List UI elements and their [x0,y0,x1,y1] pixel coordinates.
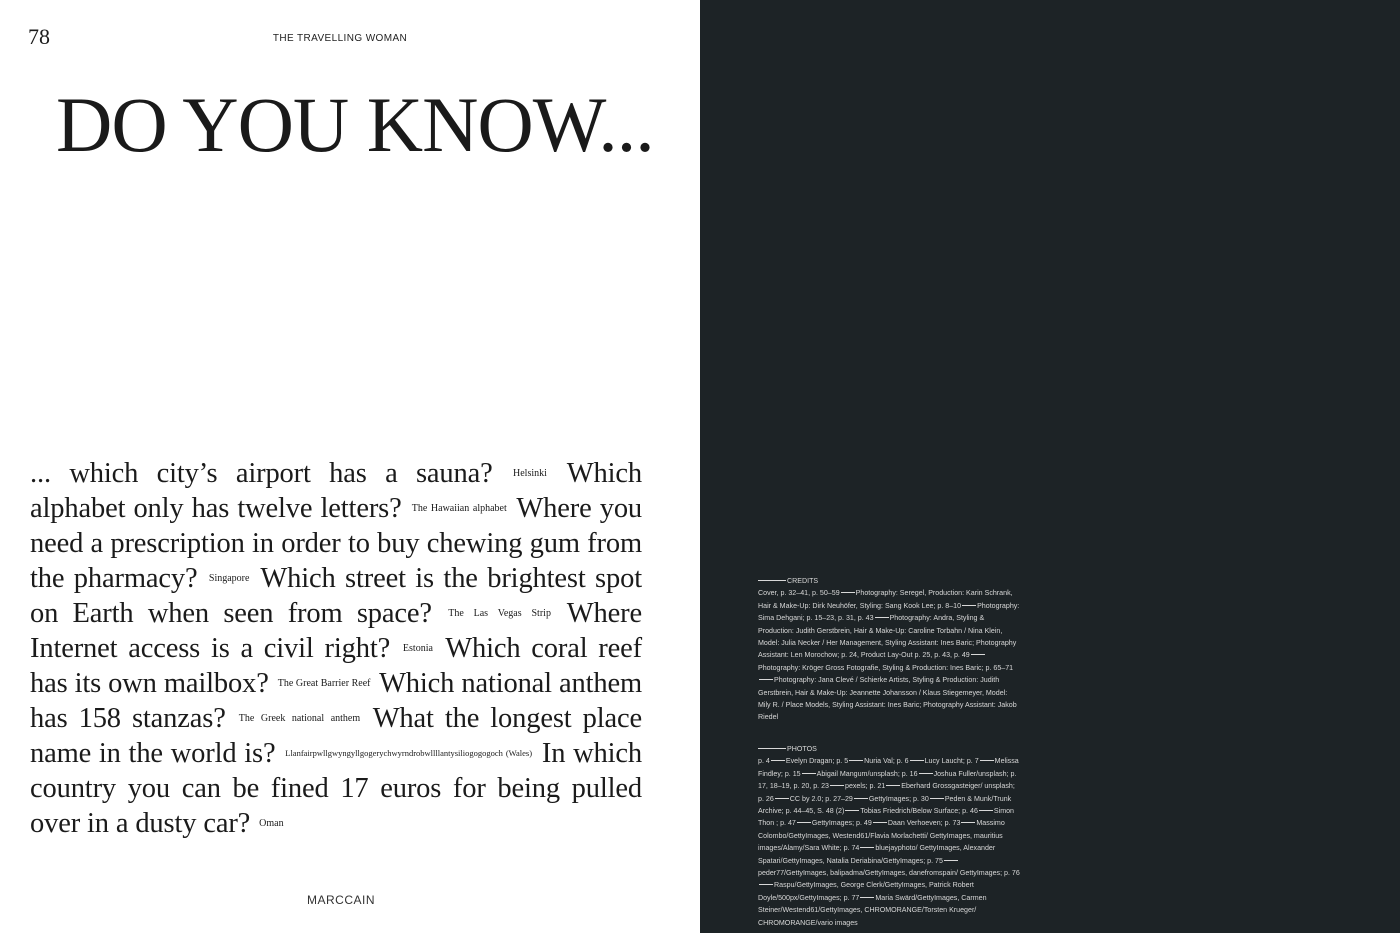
quiz-answer: The Greek national anthem [238,713,361,724]
credits-heading-label: CREDITS [787,577,819,585]
quiz-answer: Estonia [402,643,433,654]
rule-line [961,822,975,823]
rule-line [797,822,811,823]
credits-section [758,575,1020,724]
photo-credit: Lucy Laucht; [924,757,967,766]
rule-line [944,860,958,861]
quiz-question: What the longest place name in the world is? [30,703,642,769]
quiz-question: Which alphabet only has twelve letters? [30,458,642,524]
quiz-answer: The Hawaiian alphabet [411,503,507,514]
photo-page-ref: p. 30 [913,794,929,803]
quiz-question: Which street is the brightest spot on Earth when seen from space? [30,563,642,629]
quiz-answer: The Great Barrier Reef [277,678,371,689]
rule-line [962,605,976,606]
photo-page-ref: p. 21 [869,782,886,791]
photo-page-ref: p. 77 [843,893,860,902]
rule-line [979,810,993,811]
rule-line [860,897,874,898]
photos-section [758,743,1020,929]
photos-heading-label: PHOTOS [787,744,817,753]
photo-credit: GettyImages; [868,794,914,803]
credits-text: Photography: Seregel, Production: Karin Schrank, Hair & Make-Up: Dirk Neuhöfer, Styling: Sang Kook Lee; p. 8–10 [758,589,1013,610]
credits-text: Photography: Jana Clevé / Schierke Artists, Styling & Production: Judith Gerstbrein, Hair & Make-Up: Jeannette Johansson / Klaus Stiegemeyer, Model: Mily R. / Place Models, Styling Assistant: Ines Baric; Photography Assistant: Jakob Riedel [758,676,1017,722]
credits-text: Photography: Andra, Styling & Production: Judith Gerstbrein, Hair & Make-Up: Caroline Torbahn / Nina Klein, Model: Julia Necker / Her Management, Styling Assistant: Ines Baric; Photography Assistant: Len Morochow; p. 24, Product Lay-Out p. 25, p. 43, p. 49 [758,614,1017,660]
credits-text: Photography: Kröger Gross Fotografie, Styling & Production: Ines Baric; p. 65–71 [758,663,1014,672]
page-number: 78 [28,24,50,49]
headline: DO YOU KNOW... [56,81,654,168]
rule-line [759,884,773,885]
quiz-question: Where Internet access is a civil right? [30,598,642,664]
rule-line [775,798,789,799]
photo-credit: Abigail Mangum/unsplash; [816,769,902,778]
photo-credit: Tobias Friedrich/Below Surface; [860,806,963,815]
quiz-question: Which coral reef has its own mailbox? [30,633,642,699]
rule-line [886,785,900,786]
photo-page-ref: p. 47 [780,819,796,828]
photo-credit: Massimo Colombo/GettyImages, Westend61/Flavia Morlachetti/ GettyImages, mauritius images/Alamy/Sara White; [758,819,1005,853]
photo-credit: Joshua Fuller/unsplash; [933,769,1011,778]
left-page [0,0,700,933]
rule-line [854,798,868,799]
rule-line [873,822,887,823]
rule-line [980,760,994,761]
photo-page-ref: p. 76 [1004,868,1020,877]
quiz-answer: Helsinki [513,468,547,479]
photo-credit: Maria Swärd/GettyImages, Carmen Steiner/Westend61/GettyImages, CHROMORANGE/Torsten Krueger/ CHROMORANGE/vario images [758,893,987,927]
photo-page-ref: p. 26 [758,794,774,803]
photo-credit: GettyImages; [811,819,857,828]
rule-line [759,679,773,680]
photo-page-ref: p. 49 [856,819,872,828]
credits-block [758,575,1020,948]
photo-credit: bluejayphoto/ GettyImages, Alexander Spatari/GettyImages, Natalia Deriabina/GettyImages; [758,844,996,865]
photo-credit: Melissa Findley; [758,757,1019,778]
rule-line [860,847,874,848]
photo-page-ref: p. 6 [896,757,909,766]
photo-credit: Peden & Munk/Trunk Archive; [758,794,1012,815]
photo-credit: Eberhard Grossgasteiger/ unsplash; [901,782,1015,791]
photo-credit: pexels; [845,782,870,791]
photo-page-ref: p. 44–45, S. 48 (2) [785,806,845,815]
quiz-answer: The Las Vegas Strip [448,608,551,619]
photo-credit: Evelyn Dragan; [785,757,837,766]
rule-line [875,617,889,618]
rule-line [830,785,844,786]
rule-line [841,592,855,593]
photo-page-ref: p. 74 [843,844,860,853]
rule-line [910,760,924,761]
photo-credit: CC by 2.0; [789,794,826,803]
credits-text: Photography: Sima Dehgani; p. 15–23, p. 31, p. 43 [758,601,1020,623]
photo-page-ref: p. 7 [966,757,979,766]
photo-credit: peder77/GettyImages, balipadma/GettyImages, danefromspain/ GettyImages; [758,868,1005,877]
photo-credit: Nuria Val; [864,757,897,766]
rule-line [845,810,859,811]
photo-page-ref: p. 75 [927,856,943,865]
brand-logo: MARCCAIN [307,893,376,907]
quiz-question: Which national anthem has 158 stanzas? [30,668,642,734]
photo-page-ref: p. 46 [962,806,978,815]
rule-line [919,773,933,774]
photo-page-ref: p. 4 [758,757,770,766]
quiz-question: In which country you can be fined 17 euros for being pulled over in a dusty car? [30,738,642,839]
photo-page-ref: p. 73 [944,819,961,828]
rule-line [971,654,985,655]
photo-credit: Daan Verhoeven; [887,819,945,828]
rule-line [802,773,816,774]
photos-heading [758,743,1020,755]
credits-heading [758,575,1020,587]
photo-page-ref: p. 5 [836,757,849,766]
photo-credit: Raspu/GettyImages, George Clerk/GettyImages, Patrick Robert Doyle/500px/GettyImages; [758,881,974,902]
photo-page-ref: p. 17, 18–19, p. 20, p. 23 [758,769,1017,791]
photo-page-ref: p. 16 [901,769,918,778]
rule-line [758,580,786,581]
quiz-answer: Llanfairpwllgwyngyllgogerychwyrndrobwllllantysiliogogogoch (Wales) [285,748,533,758]
rule-line [849,760,863,761]
photo-credit: Simon Thon ; [758,806,1014,828]
quiz-answer: Singapore [208,573,250,584]
rule-line [930,798,944,799]
photo-page-ref: p. 27–29 [825,794,853,803]
credits-text: Cover, p. 32–41, p. 50–59 [758,589,840,598]
photo-page-ref: p. 15 [784,769,801,778]
quiz-question: ... which city’s airport has a sauna? [30,458,493,489]
rule-line [771,760,785,761]
quiz-answer: Oman [259,818,284,829]
quiz-text [30,456,642,841]
running-head: THE TRAVELLING WOMAN [272,33,408,44]
quiz-question: Where you need a prescription in order to buy chewing gum from the pharmacy? [30,493,643,594]
rule-line [758,748,786,749]
